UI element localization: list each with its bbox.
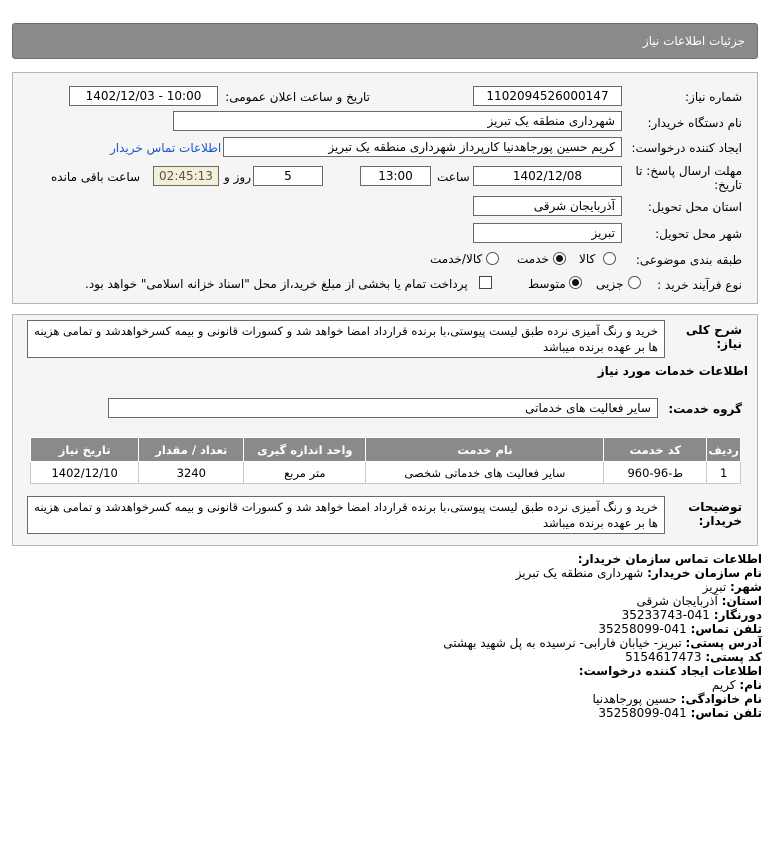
category-goods-radio[interactable] [603, 252, 616, 265]
contact-fax: 041-35233743 [621, 608, 710, 622]
cell-service-name: سایر فعالیت های خدماتی شخصی [366, 462, 604, 484]
services-table-header [31, 438, 741, 462]
creator-first-name-label: نام: [739, 678, 762, 692]
need-number-field[interactable]: 1102094526000147 [473, 86, 622, 106]
col-need-date: تاریخ نیاز [31, 438, 139, 462]
announce-datetime-field[interactable]: 1402/12/03 - 10:00 [69, 86, 218, 106]
category-label: طبقه بندی موضوعی: [635, 253, 742, 267]
remaining-timer: 02:45:13 [153, 166, 219, 186]
province-field[interactable]: آذربایجان شرقی [473, 196, 622, 216]
contact-city-line [703, 580, 762, 594]
services-table [30, 437, 741, 484]
contact-province-label: استان: [721, 594, 762, 608]
cell-need-date: 1402/12/10 [31, 462, 139, 484]
contact-city: تبریز [702, 580, 727, 594]
contact-address-label: آدرس پستی: [685, 636, 762, 650]
creator-last-name: حسین پورجاهدنیا [592, 692, 677, 706]
creator-phone: 041-35258099 [598, 706, 687, 720]
category-goods-service-label: کالا/خدمت [430, 252, 483, 266]
contact-phone: 041-35258099 [598, 622, 687, 636]
category-goods-service-radio[interactable] [486, 252, 499, 265]
days-remaining-field[interactable]: 5 [253, 166, 323, 186]
contact-fax-label: دورنگار: [713, 608, 762, 622]
process-medium-radio[interactable] [569, 276, 582, 289]
contact-phone-line [598, 622, 762, 636]
contact-title: اطلاعات تماس سازمان خریدار: [577, 552, 762, 566]
contact-province-line [637, 594, 762, 608]
col-unit: واحد اندازه گیری [244, 438, 366, 462]
col-quantity: تعداد / مقدار [139, 438, 244, 462]
announce-label: تاریخ و ساعت اعلان عمومی: [225, 90, 370, 104]
buyer-notes-label: توضیحات خریدار: [688, 500, 742, 528]
creator-first-name: کریم [711, 678, 736, 692]
cell-unit: متر مربع [244, 462, 366, 484]
contact-province: آذربایجان شرقی [636, 594, 718, 608]
process-minor-radio[interactable] [628, 276, 641, 289]
buyer-notes-text: خرید و رنگ آمیزی نرده طبق لیست پیوستی،با برنده قرارداد امضا خواهد شد و کسورات قانونی و بیمه کسرخواهدشد و تمامی هزینه ها بر عهده برنده میباشد [27, 496, 665, 534]
province-label: استان محل تحویل: [647, 200, 742, 214]
deadline-label: مهلت ارسال پاسخ: تا تاریخ: [635, 164, 742, 192]
need-number-label: شماره نیاز: [685, 90, 742, 104]
city-label: شهر محل تحویل: [655, 227, 742, 241]
creator-phone-label: تلفن تماس: [690, 706, 762, 720]
process-medium-label: متوسط [528, 277, 566, 291]
deadline-time-field[interactable]: 13:00 [360, 166, 431, 186]
creator-title: اطلاعات ایجاد کننده درخواست: [578, 664, 762, 678]
cell-service-code: ط-96-960 [604, 462, 707, 484]
cell-quantity: 3240 [139, 462, 244, 484]
contact-fax-line [622, 608, 762, 622]
contact-org-label: نام سازمان خریدار: [647, 566, 762, 580]
contact-postal-label: کد پستی: [705, 650, 762, 664]
table-row [31, 462, 741, 484]
contact-postal-line [625, 650, 762, 664]
contact-org: شهرداری منطقه یک تبریز [515, 566, 644, 580]
creator-phone-line [598, 706, 762, 720]
creator-last-name-line [592, 692, 762, 706]
contact-address: تبریز- خیابان فارابی- نرسیده به پل شهید بهشتی [443, 636, 682, 650]
page-title: جزئیات اطلاعات نیاز [642, 34, 745, 48]
process-minor-label: جزیی [596, 277, 624, 291]
services-section-title: اطلاعات خدمات مورد نیاز [597, 364, 748, 378]
contact-org-line [516, 566, 762, 580]
treasury-payment-note: پرداخت تمام یا بخشی از مبلغ خرید،از محل "اسناد خزانه اسلامی" خواهد بود. [85, 277, 468, 291]
buyer-contact-link[interactable]: اطلاعات تماس خریدار [110, 141, 222, 155]
contact-city-label: شهر: [730, 580, 762, 594]
creator-last-name-label: نام خانوادگی: [680, 692, 762, 706]
creator-field[interactable]: کریم حسین پورجاهدنیا کارپرداز شهرداری منطقه یک تبریز [223, 137, 622, 157]
deadline-date-field[interactable]: 1402/12/08 [473, 166, 622, 186]
category-goods-label: کالا [579, 252, 596, 266]
col-service-code: کد خدمت [604, 438, 707, 462]
remaining-label: ساعت باقی مانده [51, 170, 141, 184]
category-service-label: خدمت [517, 252, 549, 266]
treasury-payment-checkbox[interactable] [479, 276, 492, 289]
buyer-org-field[interactable]: شهرداری منطقه یک تبریز [173, 111, 622, 131]
col-row: ردیف [707, 438, 741, 462]
category-service-radio[interactable] [553, 252, 566, 265]
contact-postal: 5154617473 [625, 650, 702, 664]
deadline-time-label: ساعت [437, 170, 470, 184]
summary-label: شرح کلی نیاز: [685, 323, 742, 351]
service-group-field[interactable]: سایر فعالیت های خدماتی [108, 398, 658, 418]
col-service-name: نام خدمت [366, 438, 604, 462]
summary-text: خرید و رنگ آمیزی نرده طبق لیست پیوستی،با برنده قرارداد امضا خواهد شد و کسورات قانونی و بیمه کسرخواهدشد و تمامی هزینه ها بر عهده برنده میباشد [27, 320, 665, 358]
creator-first-name-line [712, 678, 762, 692]
days-label: روز و [224, 170, 251, 184]
contact-address-line [443, 636, 762, 650]
creator-section [579, 664, 762, 678]
contact-phone-label: تلفن تماس: [690, 622, 762, 636]
city-field[interactable]: تبریز [473, 223, 622, 243]
creator-label: ایجاد کننده درخواست: [631, 141, 742, 155]
cell-row: 1 [707, 462, 741, 484]
buyer-org-label: نام دستگاه خریدار: [647, 116, 742, 130]
page-header [12, 23, 758, 59]
process-label: نوع فرآیند خرید : [657, 278, 742, 292]
contact-section [578, 552, 762, 566]
service-group-label: گروه خدمت: [668, 402, 742, 416]
